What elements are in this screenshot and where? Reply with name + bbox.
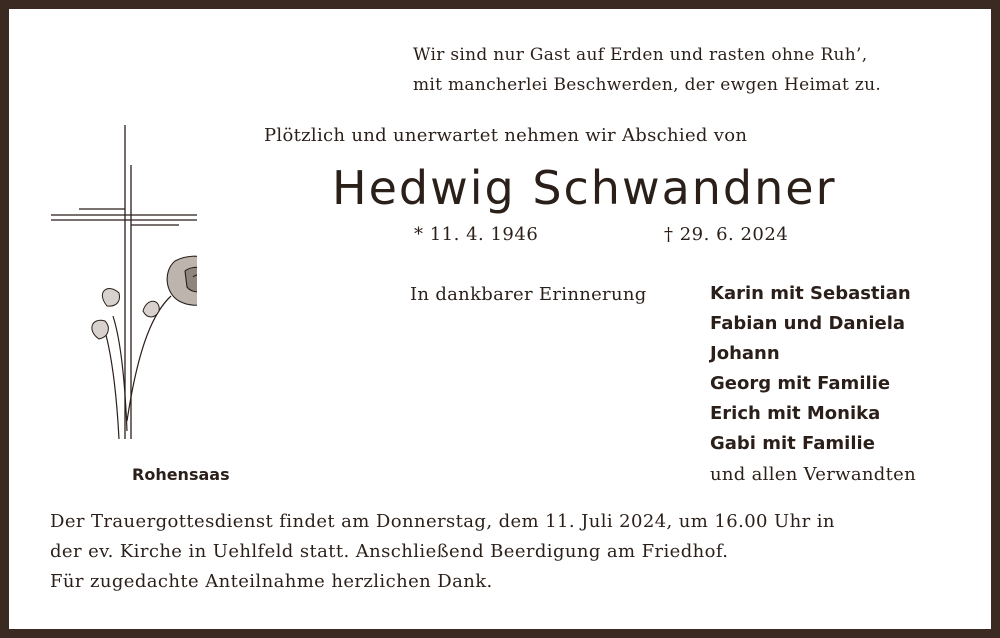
mourner: Fabian und Daniela — [710, 313, 906, 334]
mourners-tail: und allen Verwandten — [710, 464, 916, 485]
intro-text: Plötzlich und unerwartet nehmen wir Abschied von — [264, 125, 748, 146]
service-line-2: der ev. Kirche in Uehlfeld statt. Anschließend Beerdigung am Friedhof. — [50, 541, 729, 562]
cross-rose-icon — [47, 121, 197, 451]
mourner: Erich mit Monika — [710, 403, 881, 424]
service-line-3: Für zugedachte Anteilnahme herzlichen Dank. — [50, 571, 493, 592]
mourner: Georg mit Familie — [710, 373, 891, 394]
verse-line-2: mit mancherlei Beschwerden, der ewgen Heimat zu. — [413, 75, 882, 95]
mourner: Gabi mit Familie — [710, 433, 875, 454]
memory-label: In dankbarer Erinnerung — [410, 284, 647, 305]
death-date: † 29. 6. 2024 — [664, 224, 789, 245]
deceased-name: Hedwig Schwandner — [332, 161, 837, 215]
mourner: Johann — [710, 343, 780, 364]
service-line-1: Der Trauergottesdienst findet am Donnerstag, dem 11. Juli 2024, um 16.00 Uhr in — [50, 511, 835, 532]
verse-line-1: Wir sind nur Gast auf Erden und rasten ohne Ruh’, — [413, 45, 868, 65]
birth-date: * 11. 4. 1946 — [414, 224, 539, 245]
obituary-card — [9, 9, 991, 629]
place-name: Rohensaas — [132, 465, 230, 484]
mourner: Karin mit Sebastian — [710, 283, 911, 304]
